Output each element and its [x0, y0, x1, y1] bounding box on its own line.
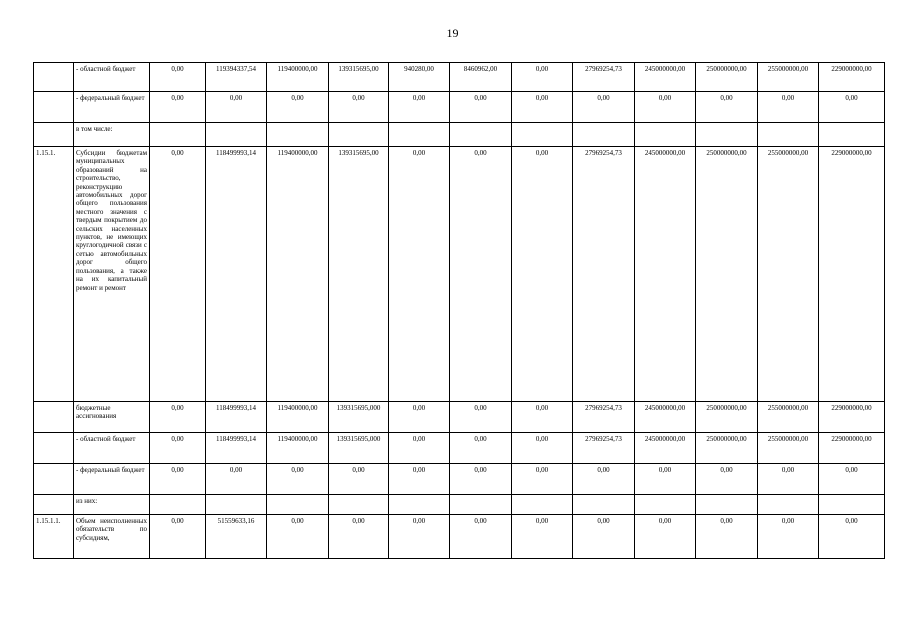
row-description: - федеральный бюджет — [74, 92, 150, 123]
value-cell: 0,00 — [819, 464, 885, 495]
table-row — [34, 495, 885, 515]
value-cell: 119400000,00 — [267, 147, 329, 402]
value-cell: 0,00 — [573, 464, 635, 495]
value-cell — [206, 123, 267, 147]
value-cell: 27969254,73 — [573, 147, 635, 402]
value-cell: 0,00 — [329, 515, 389, 559]
value-cell: 0,00 — [696, 515, 758, 559]
value-cell — [512, 495, 573, 515]
row-code — [34, 433, 74, 464]
value-cell — [635, 123, 696, 147]
value-cell: 119400000,00 — [267, 433, 329, 464]
value-cell: 255000000,00 — [758, 63, 819, 92]
value-cell: 0,00 — [512, 402, 573, 433]
value-cell: 0,00 — [329, 464, 389, 495]
value-cell: 0,00 — [573, 92, 635, 123]
value-cell: 250000000,00 — [696, 402, 758, 433]
value-cell — [150, 123, 206, 147]
value-cell — [329, 123, 389, 147]
value-cell: 0,00 — [819, 92, 885, 123]
value-cell — [389, 123, 450, 147]
value-cell: 0,00 — [512, 464, 573, 495]
value-cell: 139315695,000 — [329, 402, 389, 433]
value-cell: 0,00 — [150, 147, 206, 402]
value-cell: 250000000,00 — [696, 147, 758, 402]
budget-table — [33, 62, 885, 559]
value-cell: 255000000,00 — [758, 147, 819, 402]
row-code — [34, 123, 74, 147]
value-cell — [512, 123, 573, 147]
value-cell: 0,00 — [635, 92, 696, 123]
table-row — [34, 433, 885, 464]
value-cell: 0,00 — [450, 402, 512, 433]
value-cell: 118499993,14 — [206, 402, 267, 433]
value-cell — [206, 495, 267, 515]
value-cell — [150, 495, 206, 515]
value-cell: 0,00 — [389, 92, 450, 123]
row-code — [34, 92, 74, 123]
value-cell — [758, 123, 819, 147]
value-cell: 27969254,73 — [573, 63, 635, 92]
value-cell: 245000000,00 — [635, 433, 696, 464]
value-cell: 0,00 — [635, 515, 696, 559]
row-description: - областной бюджет — [74, 63, 150, 92]
value-cell: 139315695,00 — [329, 63, 389, 92]
value-cell: 0,00 — [635, 464, 696, 495]
value-cell: 139315695,00 — [329, 147, 389, 402]
value-cell — [819, 123, 885, 147]
value-cell — [635, 495, 696, 515]
value-cell: 0,00 — [450, 464, 512, 495]
value-cell: 0,00 — [267, 464, 329, 495]
value-cell: 0,00 — [150, 515, 206, 559]
value-cell: 255000000,00 — [758, 433, 819, 464]
row-code — [34, 63, 74, 92]
table-row — [34, 92, 885, 123]
value-cell: 250000000,00 — [696, 433, 758, 464]
row-code — [34, 495, 74, 515]
value-cell: 0,00 — [573, 515, 635, 559]
value-cell: 0,00 — [389, 515, 450, 559]
value-cell: 229000000,00 — [819, 402, 885, 433]
value-cell: 229000000,00 — [819, 433, 885, 464]
row-description: - федеральный бюджет — [74, 464, 150, 495]
value-cell: 0,00 — [512, 433, 573, 464]
table-row — [34, 63, 885, 92]
value-cell: 0,00 — [758, 515, 819, 559]
row-description: - областной бюджет — [74, 433, 150, 464]
value-cell: 0,00 — [512, 92, 573, 123]
value-cell: 118499993,14 — [206, 433, 267, 464]
value-cell: 0,00 — [267, 92, 329, 123]
value-cell: 118499993,14 — [206, 147, 267, 402]
value-cell: 0,00 — [512, 515, 573, 559]
value-cell: 0,00 — [150, 63, 206, 92]
value-cell: 0,00 — [450, 433, 512, 464]
value-cell: 51559633,16 — [206, 515, 267, 559]
value-cell: 250000000,00 — [696, 63, 758, 92]
value-cell — [450, 495, 512, 515]
value-cell: 940280,00 — [389, 63, 450, 92]
row-description: в том числе: — [74, 123, 150, 147]
value-cell: 229000000,00 — [819, 63, 885, 92]
value-cell: 0,00 — [389, 402, 450, 433]
value-cell — [389, 495, 450, 515]
table-body — [34, 63, 885, 559]
row-description: Субсидии бюджетам муниципальных образований на строительство, реконструкцию автомобильных дорог общего пользования местного значения с твердым покрытием до сельских населенных пунктов, не имеющих круглогодичной связи с сетью автомобильных дорог общего пользования, а также на их капитальный ремонт и ремонт — [74, 147, 150, 402]
value-cell: 245000000,00 — [635, 63, 696, 92]
value-cell: 8460962,00 — [450, 63, 512, 92]
value-cell — [819, 495, 885, 515]
value-cell: 255000000,00 — [758, 402, 819, 433]
value-cell: 0,00 — [389, 464, 450, 495]
row-code — [34, 402, 74, 433]
value-cell: 119400000,00 — [267, 402, 329, 433]
value-cell — [329, 495, 389, 515]
row-code: 1.15.1. — [34, 147, 74, 402]
value-cell: 27969254,73 — [573, 433, 635, 464]
value-cell — [758, 495, 819, 515]
value-cell — [267, 123, 329, 147]
value-cell: 0,00 — [696, 464, 758, 495]
value-cell: 0,00 — [150, 402, 206, 433]
value-cell: 139315695,000 — [329, 433, 389, 464]
table-row — [34, 515, 885, 559]
value-cell: 0,00 — [150, 433, 206, 464]
value-cell: 0,00 — [150, 92, 206, 123]
value-cell: 0,00 — [150, 464, 206, 495]
value-cell: 0,00 — [819, 515, 885, 559]
value-cell: 27969254,73 — [573, 402, 635, 433]
table-row — [34, 464, 885, 495]
value-cell: 0,00 — [450, 515, 512, 559]
value-cell: 119394337,54 — [206, 63, 267, 92]
table-row — [34, 123, 885, 147]
row-description: бюджетные ассигнования — [74, 402, 150, 433]
value-cell: 0,00 — [206, 92, 267, 123]
value-cell: 245000000,00 — [635, 147, 696, 402]
value-cell: 0,00 — [389, 147, 450, 402]
value-cell: 0,00 — [329, 92, 389, 123]
row-description: из них: — [74, 495, 150, 515]
value-cell — [573, 495, 635, 515]
value-cell: 0,00 — [696, 92, 758, 123]
value-cell: 229000000,00 — [819, 147, 885, 402]
value-cell: 0,00 — [450, 147, 512, 402]
value-cell — [450, 123, 512, 147]
value-cell: 0,00 — [450, 92, 512, 123]
value-cell: 0,00 — [512, 147, 573, 402]
value-cell: 119400000,00 — [267, 63, 329, 92]
value-cell — [696, 495, 758, 515]
value-cell: 0,00 — [758, 92, 819, 123]
value-cell: 0,00 — [267, 515, 329, 559]
value-cell: 0,00 — [206, 464, 267, 495]
value-cell: 0,00 — [389, 433, 450, 464]
value-cell — [573, 123, 635, 147]
value-cell — [696, 123, 758, 147]
value-cell — [267, 495, 329, 515]
table-row — [34, 147, 885, 402]
row-code — [34, 464, 74, 495]
page-number: 19 — [446, 26, 459, 40]
row-description: Объем неисполненных обязательств по субсидиям, — [74, 515, 150, 559]
value-cell: 0,00 — [758, 464, 819, 495]
value-cell: 245000000,00 — [635, 402, 696, 433]
row-code: 1.15.1.1. — [34, 515, 74, 559]
value-cell: 0,00 — [512, 63, 573, 92]
table-row — [34, 402, 885, 433]
